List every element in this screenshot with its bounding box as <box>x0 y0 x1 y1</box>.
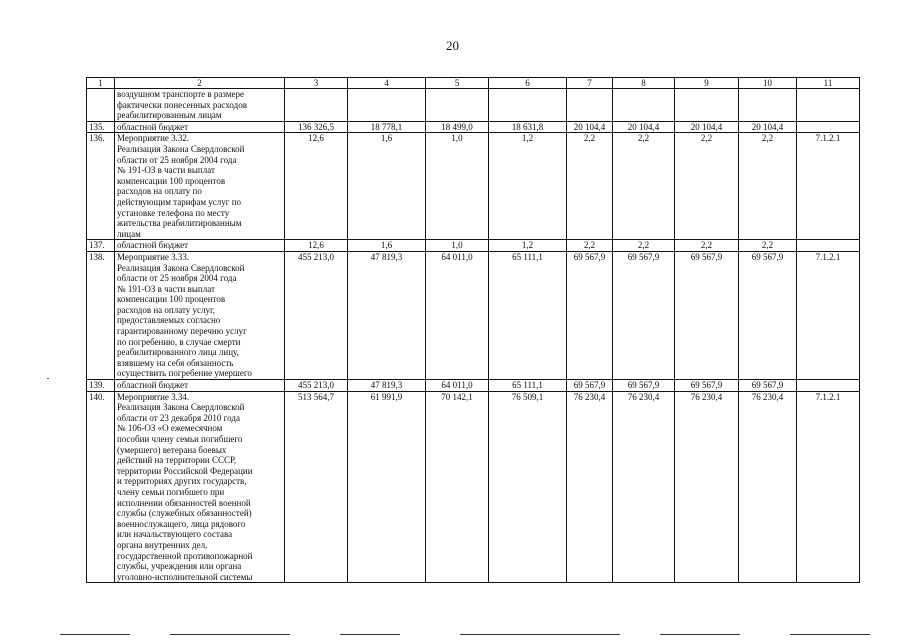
col-header: 2 <box>115 78 285 89</box>
row-number: 135. <box>87 121 115 133</box>
value-cell: 136 326,5 <box>285 121 348 133</box>
value-cell: 1,6 <box>348 240 426 252</box>
table-row <box>87 89 860 122</box>
row-number: 138. <box>87 251 115 379</box>
value-cell: 20 104,4 <box>567 121 613 133</box>
value-cell: 69 567,9 <box>613 251 675 379</box>
value-cell: 513 564,7 <box>285 391 348 583</box>
value-cell <box>567 89 613 122</box>
value-cell: 12,6 <box>285 133 348 240</box>
col-header: 6 <box>489 78 567 89</box>
value-cell: 61 991,9 <box>348 391 426 583</box>
col-header: 8 <box>613 78 675 89</box>
table-row <box>87 391 860 583</box>
value-cell: 1,2 <box>489 133 567 240</box>
col-header: 4 <box>348 78 426 89</box>
scan-edge-line <box>660 634 740 635</box>
value-cell: 76 230,4 <box>613 391 675 583</box>
header-row <box>87 78 860 89</box>
target-code: 7.1.2.1 <box>797 391 860 583</box>
value-cell: 76 230,4 <box>567 391 613 583</box>
value-cell: 2,2 <box>675 133 739 240</box>
value-cell: 69 567,9 <box>675 380 739 392</box>
row-number: 139. <box>87 380 115 392</box>
value-cell: 47 819,3 <box>348 251 426 379</box>
scan-edge-line <box>170 634 290 635</box>
row-description: Мероприятие 3.34. Реализация Закона Свердловской области от 23 декабря 2010 года № 106-ОЗ «О ежемесячном пособии члену семьи погибшего (умершего) ветерана боевых действий на территории СССР, территории Российской Федерации и территориях других государств, члену семьи погибшего при исполнении обязанностей военной службы (служебных обязанностей) военнослужащего, лица рядового или начальствующего состава органа внутренних дел, государственной противопожарной службы, учреждения или органа уголовно-исполнительной системы <box>115 391 285 583</box>
scan-edge-line <box>60 634 130 635</box>
value-cell: 20 104,4 <box>613 121 675 133</box>
value-cell: 2,2 <box>567 240 613 252</box>
value-cell: 64 011,0 <box>426 251 489 379</box>
value-cell: 65 111,1 <box>489 251 567 379</box>
value-cell: 76 230,4 <box>675 391 739 583</box>
row-description: областной бюджет <box>115 240 285 252</box>
row-number: 137. <box>87 240 115 252</box>
row-description: Мероприятие 3.33. Реализация Закона Свердловской области от 25 ноября 2004 года № 191-ОЗ в части выплат компенсации 100 процентов расходов на оплату услуг, предоставляемых согласно гарантированному перечню услуг по погребению, в случае смерти реабилитированного лица лицу, взявшему на себя обязанность осуществить погребение умершего <box>115 251 285 379</box>
value-cell: 455 213,0 <box>285 380 348 392</box>
scan-speck <box>47 378 49 379</box>
table-row <box>87 380 860 392</box>
scan-edge-line <box>460 634 620 635</box>
value-cell: 455 213,0 <box>285 251 348 379</box>
value-cell <box>613 89 675 122</box>
col-header: 11 <box>797 78 860 89</box>
target-code <box>797 240 860 252</box>
value-cell: 18 631,8 <box>489 121 567 133</box>
value-cell <box>426 89 489 122</box>
row-description: областной бюджет <box>115 121 285 133</box>
value-cell: 1,0 <box>426 240 489 252</box>
col-header: 10 <box>739 78 797 89</box>
col-header: 5 <box>426 78 489 89</box>
value-cell: 65 111,1 <box>489 380 567 392</box>
table-row <box>87 240 860 252</box>
value-cell: 12,6 <box>285 240 348 252</box>
row-number <box>87 89 115 122</box>
value-cell: 76 230,4 <box>739 391 797 583</box>
value-cell <box>348 89 426 122</box>
target-code <box>797 89 860 122</box>
table-row <box>87 251 860 379</box>
row-description: Мероприятие 3.32. Реализация Закона Свердловской области от 25 ноября 2004 года № 191-ОЗ в части выплат компенсации 100 процентов расходов на оплату по действующим тарифам услуг по установке телефона по месту жительства реабилитированным лицам <box>115 133 285 240</box>
value-cell: 20 104,4 <box>739 121 797 133</box>
value-cell: 47 819,3 <box>348 380 426 392</box>
value-cell: 18 778,1 <box>348 121 426 133</box>
col-header: 7 <box>567 78 613 89</box>
value-cell: 69 567,9 <box>567 380 613 392</box>
value-cell: 64 011,0 <box>426 380 489 392</box>
value-cell: 69 567,9 <box>739 251 797 379</box>
value-cell: 18 499,0 <box>426 121 489 133</box>
value-cell: 1,2 <box>489 240 567 252</box>
value-cell: 69 567,9 <box>567 251 613 379</box>
scan-edge-line <box>790 634 870 635</box>
col-header: 9 <box>675 78 739 89</box>
row-number: 140. <box>87 391 115 583</box>
value-cell: 69 567,9 <box>675 251 739 379</box>
value-cell: 2,2 <box>613 240 675 252</box>
budget-table <box>86 77 860 583</box>
target-code: 7.1.2.1 <box>797 133 860 240</box>
value-cell: 2,2 <box>739 133 797 240</box>
value-cell: 69 567,9 <box>613 380 675 392</box>
target-code <box>797 380 860 392</box>
page-number: 20 <box>446 38 459 53</box>
value-cell: 1,6 <box>348 133 426 240</box>
value-cell: 2,2 <box>675 240 739 252</box>
target-code: 7.1.2.1 <box>797 251 860 379</box>
value-cell: 1,0 <box>426 133 489 240</box>
row-description: воздушном транспорте в размере фактически понесенных расходов реабилитированным лицам <box>115 89 285 122</box>
value-cell: 2,2 <box>567 133 613 240</box>
table-row <box>87 121 860 133</box>
value-cell: 69 567,9 <box>739 380 797 392</box>
scan-edge-line <box>340 634 400 635</box>
value-cell <box>675 89 739 122</box>
value-cell: 20 104,4 <box>675 121 739 133</box>
value-cell <box>739 89 797 122</box>
value-cell: 2,2 <box>739 240 797 252</box>
value-cell: 2,2 <box>613 133 675 240</box>
value-cell: 70 142,1 <box>426 391 489 583</box>
value-cell <box>285 89 348 122</box>
row-number: 136. <box>87 133 115 240</box>
table-row <box>87 133 860 240</box>
row-description: областной бюджет <box>115 380 285 392</box>
target-code <box>797 121 860 133</box>
value-cell <box>489 89 567 122</box>
col-header: 3 <box>285 78 348 89</box>
value-cell: 76 509,1 <box>489 391 567 583</box>
col-header: 1 <box>87 78 115 89</box>
